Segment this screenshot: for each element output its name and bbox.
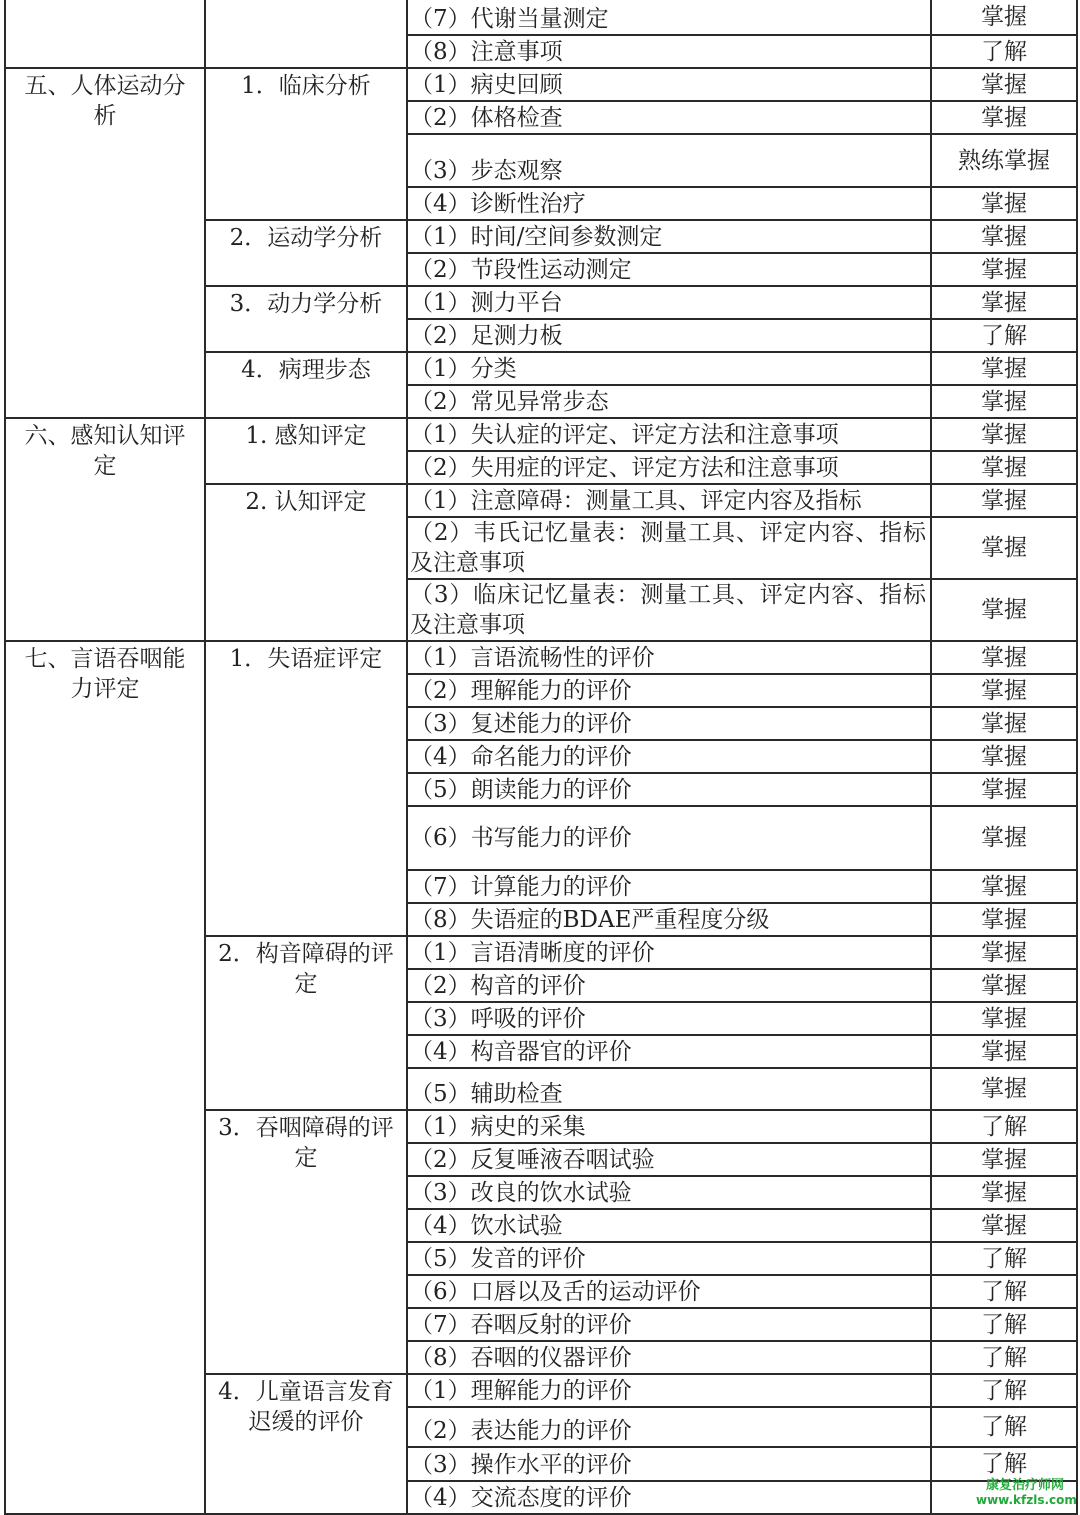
level-cell: 了解: [931, 1407, 1077, 1447]
group-title: 3．吞咽障碍的评定: [205, 1110, 407, 1374]
level-cell: 掌握: [931, 220, 1077, 253]
level-cell: 掌握: [931, 936, 1077, 969]
level-cell: 掌握: [931, 1209, 1077, 1242]
item-cell: （2）足测力板: [407, 319, 931, 352]
level-cell: 了解: [931, 35, 1077, 68]
item-cell: （1）时间/空间参数测定: [407, 220, 931, 253]
level-cell: 掌握: [931, 101, 1077, 134]
level-cell: 掌握: [931, 1143, 1077, 1176]
site-watermark: [976, 1478, 1077, 1508]
level-cell: 熟练掌握: [931, 134, 1077, 187]
level-cell: 掌握: [931, 1176, 1077, 1209]
level-cell: 掌握: [931, 517, 1077, 579]
section-title: 七、言语吞咽能力评定: [5, 641, 205, 1514]
item-cell: （2）失用症的评定、评定方法和注意事项: [407, 451, 931, 484]
item-cell: （5）朗读能力的评价: [407, 773, 931, 806]
group-title: 2．构音障碍的评定: [205, 936, 407, 1110]
section-cell-continued: [5, 0, 205, 68]
section-title: 六、感知认知评定: [5, 418, 205, 641]
group-title: 1．失语症评定: [205, 641, 407, 936]
item-cell: （1）注意障碍：测量工具、评定内容及指标: [407, 484, 931, 517]
level-cell: 掌握: [931, 579, 1077, 641]
level-cell: 了解: [931, 1341, 1077, 1374]
group-title: 3．动力学分析: [205, 286, 407, 352]
level-cell: 掌握: [931, 773, 1077, 806]
level-cell: 了解: [931, 1110, 1077, 1143]
item-cell: （2）体格检查: [407, 101, 931, 134]
level-cell: 了解: [931, 1374, 1077, 1407]
level-cell: 掌握: [931, 385, 1077, 418]
watermark-name: 康复治疗师网: [985, 1478, 1064, 1493]
item-cell: （2）反复唾液吞咽试验: [407, 1143, 931, 1176]
level-cell: 掌握: [931, 187, 1077, 220]
level-cell: 掌握: [931, 1068, 1077, 1110]
group-title: 1. 感知评定: [205, 418, 407, 484]
item-cell: （8）失语症的BDAE严重程度分级: [407, 903, 931, 936]
group-cell-continued: [205, 0, 407, 68]
item-cell: （4）诊断性治疗: [407, 187, 931, 220]
table-row: [5, 641, 1077, 674]
item-cell: （3）操作水平的评价: [407, 1447, 931, 1481]
item-cell: （1）病史的采集: [407, 1110, 931, 1143]
level-cell: 掌握: [931, 707, 1077, 740]
item-cell: （3）呼吸的评价: [407, 1002, 931, 1035]
item-cell: （6）口唇以及舌的运动评价: [407, 1275, 931, 1308]
level-cell: 掌握: [931, 870, 1077, 903]
syllabus-table: [4, 0, 1078, 1515]
item-cell: （5）辅助检查: [407, 1068, 931, 1110]
item-cell: （3）复述能力的评价: [407, 707, 931, 740]
level-cell: 了解: [931, 1308, 1077, 1341]
item-cell: （2）表达能力的评价: [407, 1407, 931, 1447]
level-cell: 掌握: [931, 740, 1077, 773]
watermark-url: www.kfzls.com: [976, 1493, 1077, 1507]
table-row: [5, 0, 1077, 35]
level-cell: 掌握: [931, 641, 1077, 674]
item-cell: （8）注意事项: [407, 35, 931, 68]
group-title: 1．临床分析: [205, 68, 407, 220]
group-title: 4．儿童语言发育迟缓的评价: [205, 1374, 407, 1514]
item-cell: （8）吞咽的仪器评价: [407, 1341, 931, 1374]
level-cell: 掌握: [931, 253, 1077, 286]
table-row: [5, 418, 1077, 451]
item-cell: （2）韦氏记忆量表：测量工具、评定内容、指标及注意事项: [407, 517, 931, 579]
item-cell: （4）饮水试验: [407, 1209, 931, 1242]
level-cell: 掌握: [931, 352, 1077, 385]
level-cell: 掌握: [931, 418, 1077, 451]
level-cell: 掌握: [931, 484, 1077, 517]
level-cell: 了解: [931, 319, 1077, 352]
item-cell: （4）命名能力的评价: [407, 740, 931, 773]
level-cell: 了解: [931, 1242, 1077, 1275]
level-cell: 掌握: [931, 68, 1077, 101]
item-cell: （5）发音的评价: [407, 1242, 931, 1275]
group-title: 2. 认知评定: [205, 484, 407, 641]
level-cell: 掌握: [931, 451, 1077, 484]
item-cell: （3）临床记忆量表：测量工具、评定内容、指标及注意事项: [407, 579, 931, 641]
item-cell: （3）步态观察: [407, 134, 931, 187]
level-cell: 掌握: [931, 1002, 1077, 1035]
level-cell: 掌握: [931, 1035, 1077, 1068]
item-cell: （1）分类: [407, 352, 931, 385]
item-cell: （1）理解能力的评价: [407, 1374, 931, 1407]
item-cell: （2）节段性运动测定: [407, 253, 931, 286]
item-cell: （1）言语清晰度的评价: [407, 936, 931, 969]
table-row: [5, 68, 1077, 101]
item-cell: （2）常见异常步态: [407, 385, 931, 418]
section-title: 五、人体运动分析: [5, 68, 205, 418]
level-cell: 掌握: [931, 903, 1077, 936]
group-title: 2．运动学分析: [205, 220, 407, 286]
item-cell: （7）计算能力的评价: [407, 870, 931, 903]
level-cell: 了解: [931, 1447, 1077, 1481]
item-cell: （7）代谢当量测定: [407, 0, 931, 35]
item-cell: （3）改良的饮水试验: [407, 1176, 931, 1209]
item-cell: （4）交流态度的评价: [407, 1481, 931, 1514]
level-cell: 了解: [931, 1275, 1077, 1308]
item-cell: （1）失认症的评定、评定方法和注意事项: [407, 418, 931, 451]
level-cell: 掌握: [931, 969, 1077, 1002]
item-cell: （1）测力平台: [407, 286, 931, 319]
level-cell: 掌握: [931, 0, 1077, 35]
item-cell: （2）构音的评价: [407, 969, 931, 1002]
item-cell: （1）病史回顾: [407, 68, 931, 101]
item-cell: （7）吞咽反射的评价: [407, 1308, 931, 1341]
level-cell: 掌握: [931, 674, 1077, 707]
item-cell: （2）理解能力的评价: [407, 674, 931, 707]
level-cell: 掌握: [931, 806, 1077, 870]
level-cell: 掌握: [931, 286, 1077, 319]
item-cell: （1）言语流畅性的评价: [407, 641, 931, 674]
group-title: 4．病理步态: [205, 352, 407, 418]
item-cell: （6）书写能力的评价: [407, 806, 931, 870]
item-cell: （4）构音器官的评价: [407, 1035, 931, 1068]
